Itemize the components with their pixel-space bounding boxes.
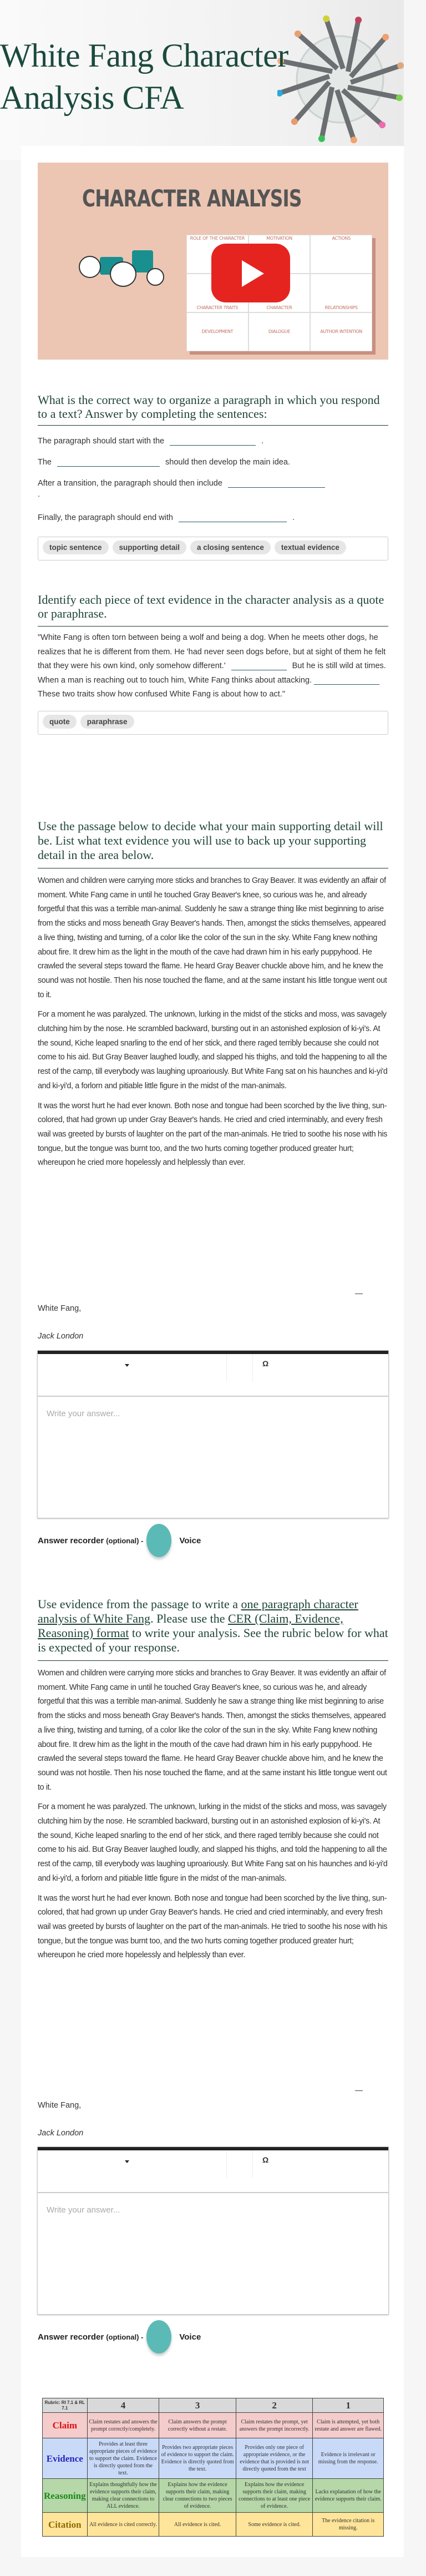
answer-chip[interactable]: textual evidence — [275, 541, 346, 554]
thumbnail-grid-label: DIALOGUE — [248, 312, 311, 351]
header-banner — [0, 0, 404, 160]
rubric-table — [42, 2398, 384, 2537]
rubric-cell: Explains how the evidence supports their claim, making clear connections to two pieces of evidence. — [159, 2479, 236, 2513]
answer-chip[interactable]: quote — [43, 715, 77, 729]
rubric-row — [43, 2513, 384, 2537]
heading-text: to write your analysis. See the rubric below for what is expected of your response. — [38, 1626, 388, 1654]
format-dropdown-icon[interactable] — [125, 2160, 129, 2163]
passage-paragraph: For a moment he was paralyzed. The unknown, lurking in the midst of the sticks and moss, was savagely clutching him by the nose. He scrambled backward, bursting out in an astonished explosion of ki-yi's. At the sound, Kiche leaped snarling to the end of her stick, and there raged terribly because she could not come to his aid. But Gray Beaver laughed loudly, and slapped his thighs, and told the happening to all the rest of the camp, till everybody was laughing uproariously. But White Fang sat on his haunches and ki-yi'd and ki-yi'd, a forlorn and pitiable little figure in the midst of the man-animals. — [38, 1010, 388, 1090]
thumbnail-grid-label: DEVELOPMENT — [186, 312, 248, 351]
one-paragraph-link[interactable]: one paragraph character analysis of White Fang — [38, 1597, 358, 1625]
rubric-title: Rubric: RI 7.1 & RL 7.1 — [43, 2398, 88, 2413]
thumbnail-grid-label: CHARACTER TRAITS — [186, 274, 248, 312]
heading-text: Use evidence from the passage to write a — [38, 1597, 241, 1611]
sentence-text: The paragraph should start with the — [38, 437, 165, 446]
answer-chip[interactable]: supporting detail — [113, 541, 187, 554]
answer-editor — [37, 1350, 389, 1518]
question-heading: Use the passage below to decide what your main supporting detail will be. List what text evidence you will use to back up your supporting detail in the area below. — [38, 819, 388, 868]
thumbnail-grid-label: AUTHOR INTENTION — [310, 312, 372, 351]
heading-text: . Please use the — [150, 1612, 228, 1625]
answer-bank — [38, 537, 388, 560]
rubric-cell: Evidence is irrelevant or missing from the response. — [313, 2438, 384, 2479]
blank-drop-zone[interactable] — [314, 676, 379, 685]
question-heading: Identify each piece of text evidence in the character analysis as a quote or paraphrase. — [38, 593, 388, 627]
rubric-score: 3 — [159, 2398, 236, 2413]
rubric-cell: Explains how the evidence supports their claim, making connections to at least one piece of evidence. — [236, 2479, 313, 2513]
page-title-line: Analysis CFA — [0, 79, 184, 116]
sentence-text: The — [38, 458, 52, 467]
pencil-tip — [396, 94, 403, 101]
rubric-criterion: Reasoning — [43, 2479, 88, 2513]
question-heading — [38, 1597, 388, 1661]
pencil-tip — [379, 122, 386, 128]
format-dropdown-icon[interactable] — [125, 1364, 129, 1367]
answer-chip[interactable]: topic sentence — [43, 541, 109, 554]
cer-format-link[interactable]: CER (Claim, Evidence, Reasoning) format — [38, 1612, 343, 1640]
period: . — [261, 437, 264, 446]
answer-bank — [38, 711, 388, 735]
rubric-row — [43, 2479, 384, 2513]
source-author: Jack London — [38, 2129, 84, 2138]
special-character-icon[interactable]: Ω — [262, 1359, 269, 1368]
question-4 — [38, 1597, 388, 1968]
question-3 — [38, 819, 388, 1176]
rubric-cell: The evidence citation is missing. — [313, 2513, 384, 2537]
question-heading: What is the correct way to organize a paragraph in which you respond to a text? Answer by completing the sentences: — [38, 393, 388, 426]
passage-paragraph: Women and children were carrying more sticks and branches to Gray Beaver. It was evidently an affair of moment. White Fang came in until he touched Gray Beaver's knee, so curious was he, and already forgetful that this was a terrible man-animal. Suddenly he saw a strange thing like mist beginning to arise from the sticks and moss beneath Gray Beaver's hands. Then, amongst the sticks themselves, appeared a live thing, twisting and turning, of a color like the color of the sun in the sky. White Fang knew nothing about fire. It drew him as the light in the mouth of the cave had drawn him in his early puppyhood. He crawled the several steps toward the flame. He heard Gray Beaver chuckle above him, and he knew the sound was not hostile. Then his nose touched the flame, and at the same instant his little tongue went out to it. — [38, 876, 387, 999]
attribution-dash: — — [355, 2085, 363, 2094]
sentence-text: Finally, the paragraph should end with — [38, 513, 173, 522]
analysis-text-part: "White Fang is often torn between being a wolf and being a dog. When he meets other dogs, he realizes that he is different from them. He 'had never seen dogs before, but at sight of them he felt that they were his own kind, only somehow different.' — [38, 633, 386, 670]
source-author: Jack London — [38, 1332, 84, 1341]
blank-drop-zone[interactable] — [57, 458, 160, 467]
attribution-dash: — — [355, 1289, 363, 1297]
editor-toolbar — [38, 1351, 388, 1397]
video-embed[interactable] — [38, 163, 388, 360]
rubric-cell: Claim restates and answers the prompt correctly/completely. — [87, 2413, 159, 2438]
video-thumbnail-title: CHARACTER ANALYSIS — [82, 185, 302, 212]
rubric-criterion: Citation — [43, 2513, 88, 2537]
recorder-label: Answer recorder — [38, 1536, 104, 1545]
thumbnail-grid-label: CHARACTER — [248, 274, 311, 312]
editor-toolbar — [38, 2147, 388, 2193]
analysis-text — [38, 631, 388, 702]
pencil-tip — [295, 31, 301, 37]
answer-textarea[interactable]: Write your answer... — [47, 2205, 120, 2215]
pencil-tip — [382, 34, 389, 41]
rubric-row — [43, 2413, 384, 2438]
answer-chip[interactable]: a closing sentence — [190, 541, 271, 554]
passage — [38, 1666, 388, 1963]
pencil-tip — [323, 16, 329, 22]
pencil-tip — [291, 118, 298, 125]
thumbnail-grid-label: RELATIONSHIPS — [310, 274, 372, 312]
rubric-header-row — [43, 2398, 384, 2413]
rubric-cell: Lacks explanation of how the evidence supports their claim. — [313, 2479, 384, 2513]
thumbnail-grid-label: MOTIVATION — [248, 235, 311, 274]
rubric-score: 4 — [87, 2398, 159, 2413]
passage-paragraph: For a moment he was paralyzed. The unknown, lurking in the midst of the sticks and moss, was savagely clutching him by the nose. He scrambled backward, bursting out in an astonished explosion of ki-yi's. At the sound, Kiche leaped snarling to the end of her stick, and there raged terribly because she could not come to his aid. But Gray Beaver laughed loudly, and slapped his thighs, and told the happening to all the rest of the camp, till everybody was laughing uproariously. But White Fang sat on his haunches and ki-yi'd and ki-yi'd, a forlorn and pitiable little figure in the midst of the man-animals. — [38, 1802, 388, 1883]
answer-editor — [37, 2146, 389, 2315]
period: . — [292, 513, 295, 522]
rubric-cell: Claim is attempted, yet both restate and answer are flawed. — [313, 2413, 384, 2438]
answer-recorder — [38, 2320, 201, 2353]
pencil-tip — [355, 17, 362, 23]
thumbnail-grid-label: ACTIONS — [310, 235, 372, 274]
answer-chip[interactable]: paraphrase — [80, 715, 134, 729]
period: . — [38, 490, 40, 499]
source-title: White Fang, — [38, 2101, 82, 2110]
record-button[interactable] — [146, 1524, 171, 1557]
page-title — [0, 34, 288, 119]
rubric-cell: Claim answers the prompt correctly without a restate. — [159, 2413, 236, 2438]
rubric-cell: Some evidence is cited. — [236, 2513, 313, 2537]
rubric-score: 2 — [236, 2398, 313, 2413]
blank-drop-zone[interactable] — [179, 513, 287, 522]
rubric-cell: Explains thoughtfully how the evidence supports their claim, making clear connections to ALL evidence. — [87, 2479, 159, 2513]
pencil-tip — [351, 137, 357, 143]
record-button[interactable] — [146, 2320, 171, 2353]
rubric-cell: All evidence is cited correctly. — [87, 2513, 159, 2537]
recorder-voice-label: Voice — [179, 1536, 201, 1545]
passage-paragraph: It was the worst hurt he had ever known. Both nose and tongue had been scorched by the live thing, sun-colored, that had grown up under Gray Beaver's hands. He cried and cried interminably, and every fresh wail was greeted by bursts of laughter on the part of the man-animals. He tried to soothe his nose with his tongue, but the tongue was burnt too, and the two hurts coming together produced greater hurt; whereupon he cried more hopelessly and helplessly than ever. — [38, 1893, 388, 1960]
recorder-optional: (optional) - — [106, 2332, 144, 2341]
question-2 — [38, 593, 388, 735]
rubric-cell: Provides only one piece of appropriate evidence, or the evidence that is provided is not directly quoted from the text — [236, 2438, 313, 2479]
passage-paragraph: It was the worst hurt he had ever known. Both nose and tongue had been scorched by the live thing, sun-colored, that had grown up under Gray Beaver's hands. He cried and cried interminably, and every fresh wail was greeted by bursts of laughter on the part of the man-animals. He tried to soothe his nose with his tongue, but the tongue was burnt too, and the two hurts coming together produced greater hurt; whereupon he cried more hopelessly and helplessly than ever. — [38, 1101, 388, 1168]
pencil-tip — [318, 135, 325, 142]
rubric-cell: Claim restates the prompt, yet answers the prompt incorrectly. — [236, 2413, 313, 2438]
rubric-cell: All evidence is cited. — [159, 2513, 236, 2537]
rubric-cell: Provides two appropriate pieces of evidence to support the claim. Evidence is directly quoted from the text. — [159, 2438, 236, 2479]
passage-paragraph: Women and children were carrying more sticks and branches to Gray Beaver. It was evidently an affair of moment. White Fang came in until he touched Gray Beaver's knee, so curious was he, and already forgetful that this was a terrible man-animal. Suddenly he saw a strange thing like mist beginning to arise from the sticks and moss beneath Gray Beaver's hands. Then, amongst the sticks themselves, appeared a live thing, twisting and turning, of a color like the color of the sun in the sky. White Fang knew nothing about fire. It drew him as the light in the mouth of the cave had drawn him in his early puppyhood. He crawled the several steps toward the flame. He heard Gray Beaver chuckle above him, and he knew the sound was not hostile. Then his nose touched the flame, and at the same instant his little tongue went out to it. — [38, 1669, 387, 1792]
analysis-text-part: These two traits show how confused White Fang is about how to act." — [38, 690, 286, 699]
youtube-play-icon[interactable] — [211, 244, 290, 302]
analysis-text-part: But he is still wild at times. When a man is reaching out to touch him, White Fang thinks about attacking. — [38, 661, 386, 685]
rubric-row — [43, 2438, 384, 2479]
special-character-icon[interactable]: Ω — [262, 2155, 269, 2164]
answer-recorder — [38, 1524, 201, 1557]
question-1 — [38, 393, 388, 560]
rubric-criterion: Claim — [43, 2413, 88, 2438]
passage — [38, 874, 388, 1170]
rubric-cell: Provides at least three appropriate pieces of evidence to support the claim. Evidence is directly quoted from the text. — [87, 2438, 159, 2479]
rubric-criterion: Evidence — [43, 2438, 88, 2479]
sentence-text: should then develop the main idea. — [165, 458, 290, 467]
thumbnail-grid-label: ROLE OF THE CHARACTER — [186, 235, 248, 274]
page-title-line: White Fang Character — [0, 37, 288, 74]
source-title: White Fang, — [38, 1304, 82, 1313]
pencil-tip — [397, 62, 404, 69]
blank-drop-zone[interactable] — [228, 479, 325, 488]
blank-drop-zone[interactable] — [170, 437, 256, 446]
recorder-label: Answer recorder — [38, 2332, 104, 2342]
answer-textarea[interactable]: Write your answer... — [47, 1409, 120, 1418]
pencil-cup-decoration — [277, 6, 404, 161]
blank-drop-zone[interactable] — [231, 661, 287, 670]
rubric-score: 1 — [313, 2398, 384, 2413]
recorder-optional: (optional) - — [106, 1536, 144, 1545]
recorder-voice-label: Voice — [179, 2332, 201, 2342]
sentence-text: After a transition, the paragraph should then include — [38, 479, 222, 488]
